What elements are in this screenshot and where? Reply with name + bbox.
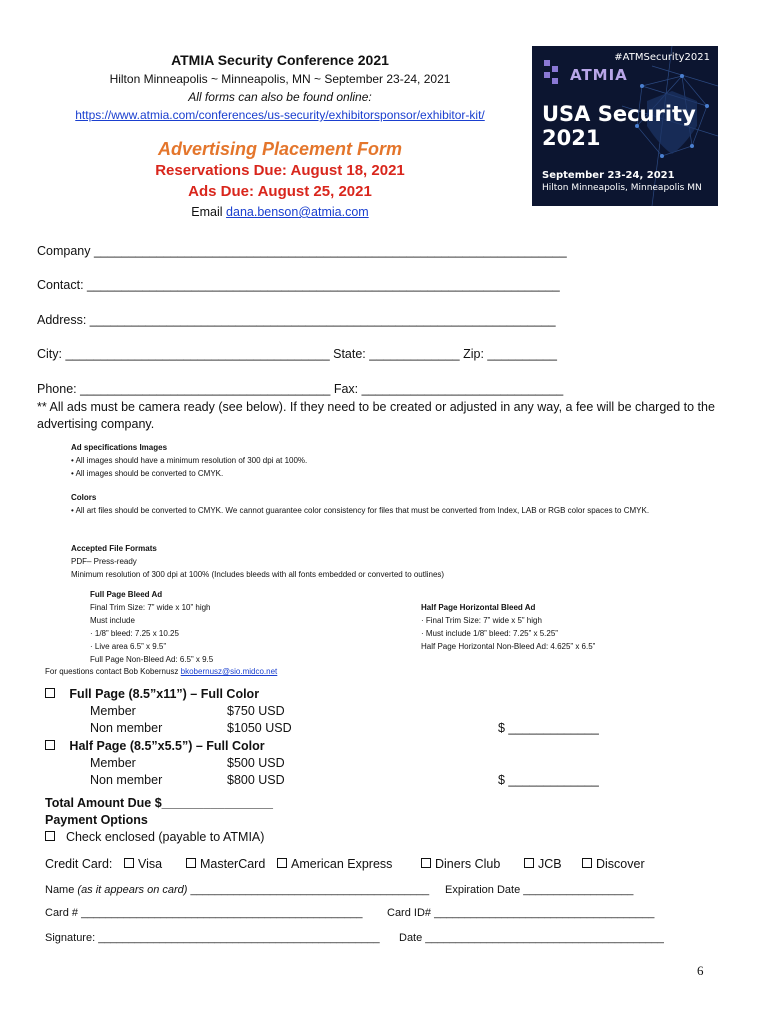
full-spec-4: · Live area 6.5” x 9.5” [90,642,167,651]
conference-banner [532,46,718,206]
cardholder-name-field[interactable] [45,884,429,896]
ads-due: Ads Due: August 25, 2021 [188,183,372,200]
card-mastercard-option[interactable]: MasterCard [186,857,265,871]
full-amount-field[interactable]: $ _____________ [498,721,599,735]
questions-email-link[interactable]: bkobernusz@sio.midco.net [180,667,278,676]
half-page-specs [421,601,595,653]
full-spec-5: Full Page Non-Bleed Ad: 6.5” x 9.5 [90,655,214,664]
banner-title: USA Security [542,102,696,126]
full-page-label: Full Page (8.5”x11”) – Full Color [69,687,260,701]
full-nonmember-price: $1050 USD [227,721,292,735]
contact-field[interactable]: Contact: ____________________________________________________________________ [37,278,560,292]
name-label: Name [45,884,75,896]
half-member-label: Member [90,756,136,770]
half-member-price: $500 USD [227,756,285,770]
date-field[interactable]: Date _______________________________________ [399,932,664,944]
forms-note: All forms can also be found online: [188,90,372,104]
full-spec-2: Must include [90,616,135,625]
images-rule-1: • All images should have a minimum resolution of 300 dpi at 100%. [71,456,308,465]
page-number: 6 [697,963,704,978]
total-amount-field[interactable]: Total Amount Due $________________ [45,796,273,810]
card-amex-option[interactable]: American Express [277,857,392,871]
reservations-due: Reservations Due: August 18, 2021 [155,162,405,179]
banner-venue: Hilton Minneapolis, Minneapolis MN [542,183,702,193]
formats-rule-1: PDF– Press-ready [71,557,137,566]
page-title: ATMIA Security Conference 2021 [171,52,389,68]
formats-rule-2: Minimum resolution of 300 dpi at 100% (Includes bleeds with all fonts embedded or converted to outlines) [71,570,445,579]
questions-text: For questions contact Bob Kobernusz [45,667,179,676]
check-option[interactable] [45,830,264,844]
form-title: Advertising Placement Form [157,139,403,159]
check-label: Check enclosed (payable to ATMIA) [65,830,265,844]
formats-heading: Accepted File Formats [71,544,157,553]
half-nonmember-price: $800 USD [227,773,285,787]
diners-checkbox[interactable] [421,858,431,868]
card-diners-option[interactable]: Diners Club [421,857,500,871]
exhibitor-kit-link[interactable]: https://www.atmia.com/conferences/us-security/exhibitorsponsor/exhibitor-kit/ [75,108,485,122]
phone-fax-field[interactable]: Phone: ____________________________________ Fax: _____________________________ [37,382,564,396]
colors-section [71,491,711,517]
name-line[interactable]: _______________________________________ [190,884,430,896]
half-heading: Half Page Horizontal Bleed Ad [421,603,536,612]
images-rule-2: • All images should be converted to CMYK. [71,469,224,478]
colors-rule: • All art files should be converted to CMYK. We cannot guarantee color consistency for files that must be converted from Index, LAB or RGB color spaces to CMYK. [71,506,650,515]
amex-checkbox[interactable] [277,858,287,868]
images-heading: Ad specifications Images [71,443,168,452]
full-member-price: $750 USD [227,704,285,718]
file-formats-section [71,542,711,581]
banner-hashtag: #ATMSecurity2021 [614,52,710,63]
mastercard-checkbox[interactable] [186,858,196,868]
atmia-logo: ATMIA [570,66,628,84]
city-state-zip-field[interactable]: City: ______________________________________ State: _____________ Zip: __________ [37,347,557,361]
full-page-checkbox[interactable] [45,688,55,698]
card-id-field[interactable]: Card ID# ____________________________________ [387,907,655,919]
full-page-option[interactable] [45,687,259,701]
full-spec-3: · 1/8” bleed: 7.25 x 10.25 [90,629,179,638]
full-member-label: Member [90,704,136,718]
email-line [30,205,530,219]
payment-options-heading: Payment Options [45,813,148,827]
card-visa-option[interactable]: Visa [124,857,162,871]
full-heading: Full Page Bleed Ad [90,590,163,599]
full-page-specs [90,588,213,666]
card-number-field[interactable]: Card # ______________________________________________ [45,907,363,919]
check-checkbox[interactable] [45,831,55,841]
card-jcb-option[interactable]: JCB [524,857,562,871]
jcb-checkbox[interactable] [524,858,534,868]
camera-ready-notice: ** All ads must be camera ready (see below). If they need to be created or adjusted in any way, a fee will be charged to the advertising company. [37,400,715,431]
email-label: Email [191,205,223,219]
half-page-checkbox[interactable] [45,740,55,750]
card-discover-option[interactable]: Discover [582,857,645,871]
visa-checkbox[interactable] [124,858,134,868]
half-spec-1: · Final Trim Size: 7” wide x 5” high [421,616,542,625]
email-link[interactable]: dana.benson@atmia.com [226,205,369,219]
banner-dates: September 23-24, 2021 [542,170,675,181]
company-field[interactable]: Company ____________________________________________________________________ [37,244,567,258]
name-hint: (as it appears on card) [77,884,188,896]
half-page-label: Half Page (8.5”x5.5”) – Full Color [69,739,265,753]
half-spec-3: Half Page Horizontal Non-Bleed Ad: 4.625” x 6.5” [421,642,596,651]
half-page-option[interactable] [45,739,265,753]
banner-year: 2021 [542,126,601,150]
address-field[interactable]: Address: ___________________________________________________________________ [37,313,556,327]
credit-card-label: Credit Card: [45,857,113,871]
signature-field[interactable]: Signature: ______________________________________________ [45,932,380,944]
half-amount-field[interactable]: $ _____________ [498,773,599,787]
venue-line: Hilton Minneapolis ~ Minneapolis, MN ~ September 23-24, 2021 [109,72,451,86]
expiration-field[interactable]: Expiration Date __________________ [445,884,634,896]
ad-specifications [71,441,711,480]
colors-heading: Colors [71,493,97,502]
discover-checkbox[interactable] [582,858,592,868]
questions-line [45,665,277,678]
full-nonmember-label: Non member [90,721,163,735]
half-spec-2: · Must include 1/8” bleed: 7.25” x 5.25” [421,629,558,638]
half-nonmember-label: Non member [90,773,163,787]
full-spec-1: Final Trim Size: 7” wide x 10” high [90,603,211,612]
